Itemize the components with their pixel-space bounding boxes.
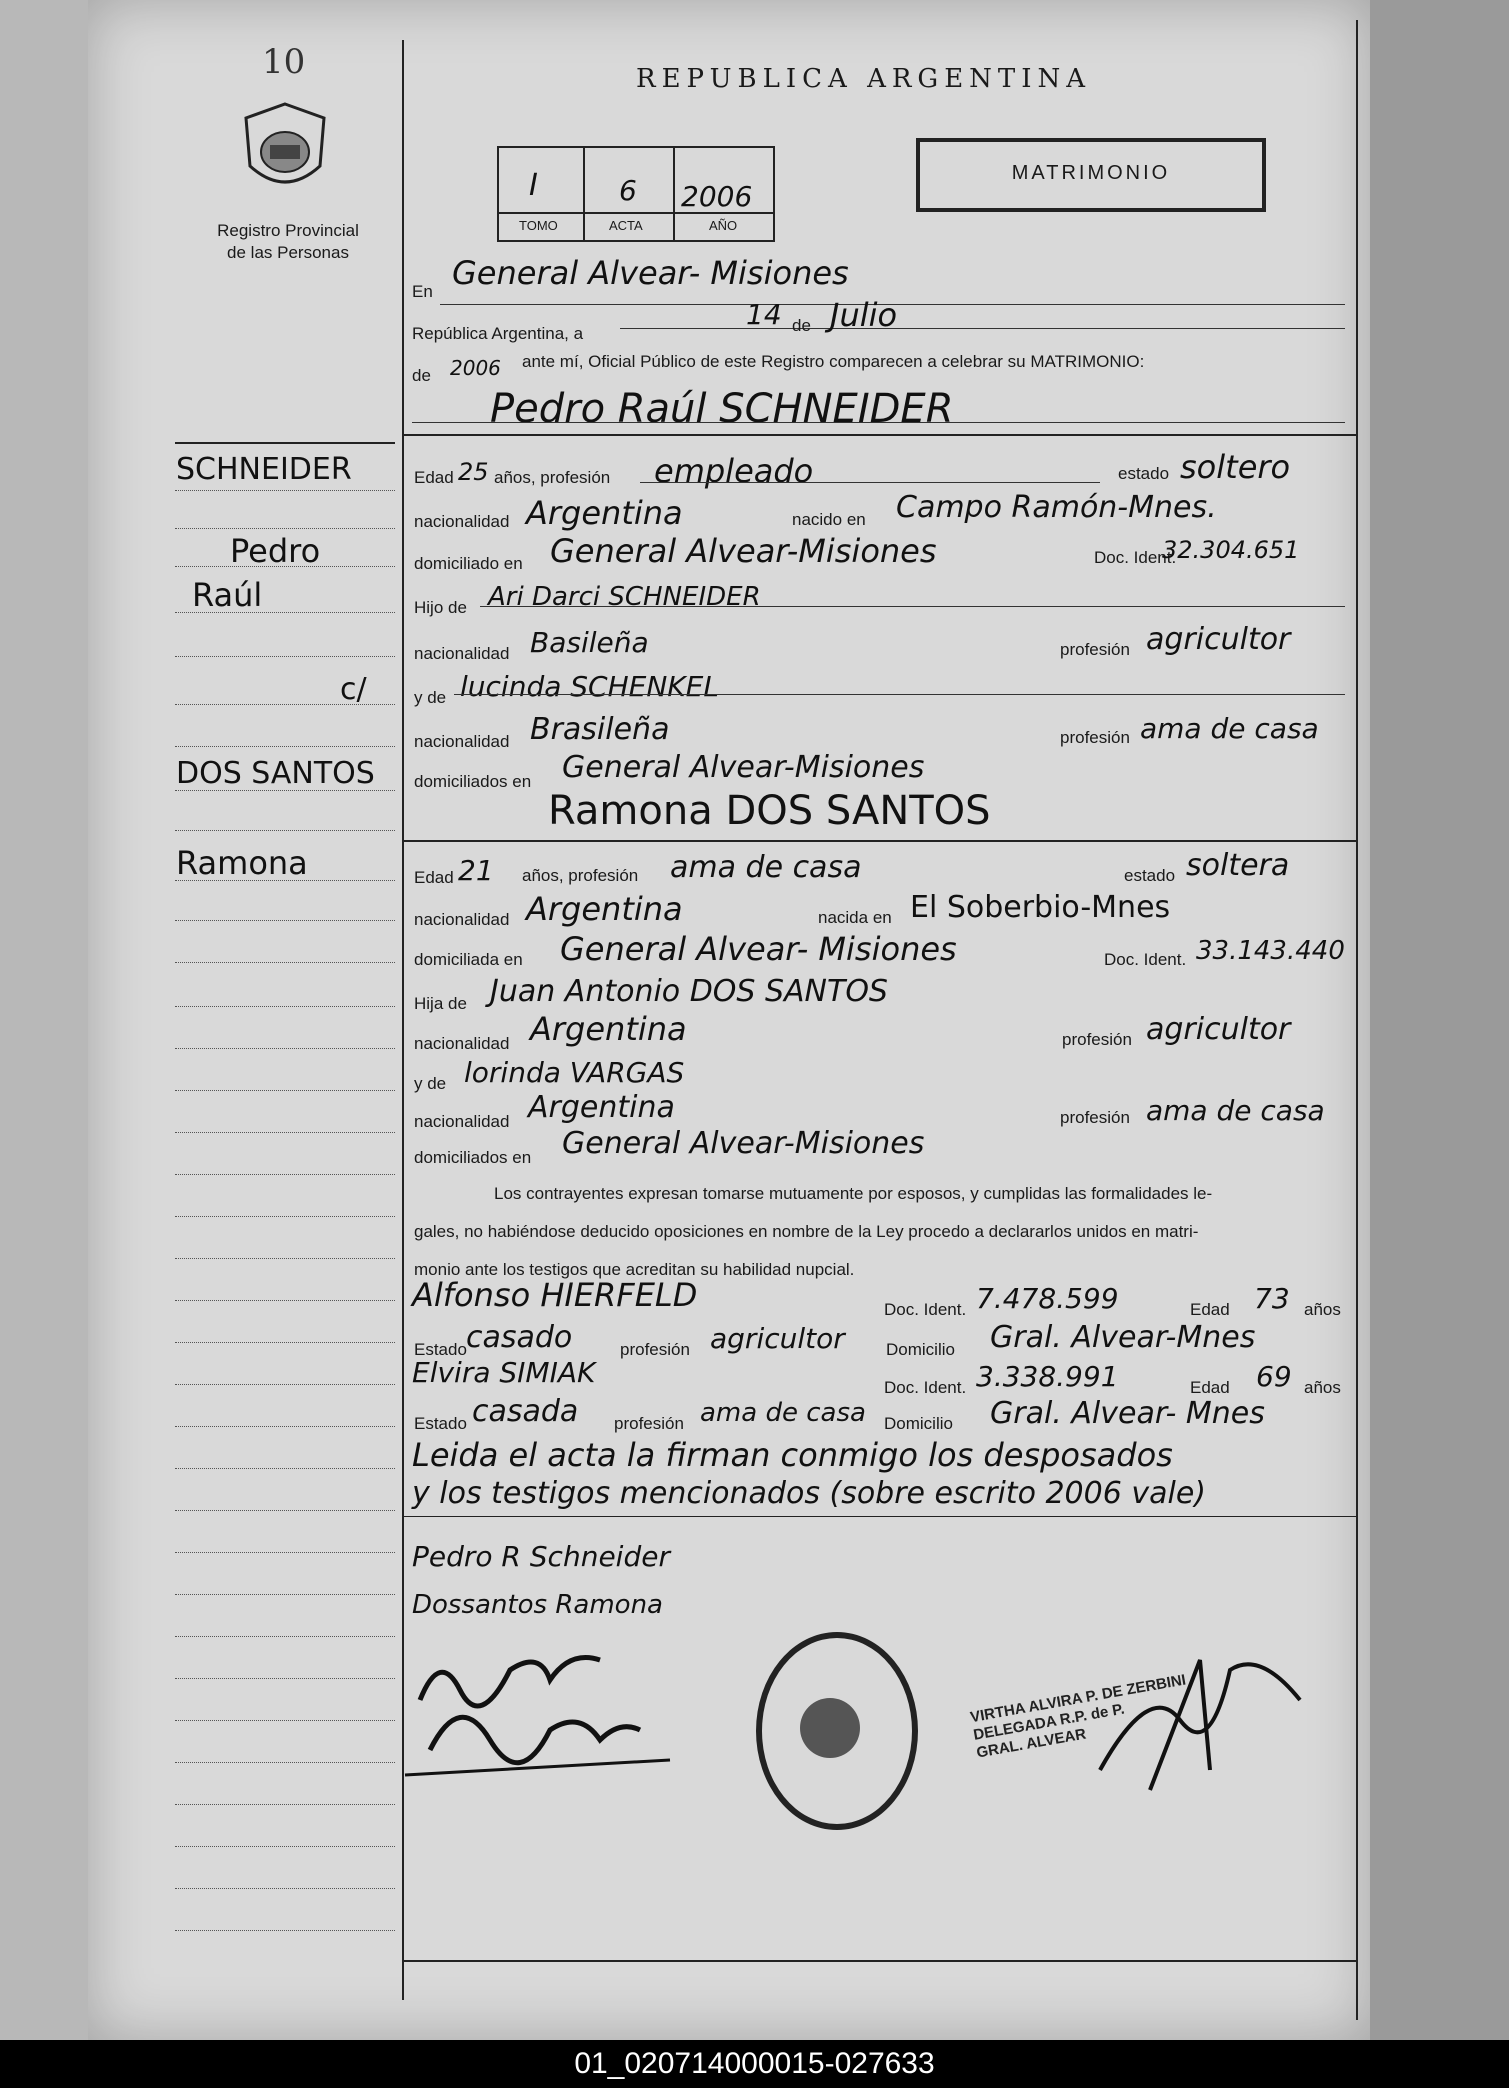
groom-father-prof: agricultor bbox=[1146, 622, 1291, 657]
groom-signature: Pedro R Schneider bbox=[412, 1540, 670, 1573]
groom-age: 25 bbox=[458, 458, 489, 486]
marriage-place: General Alvear- Misiones bbox=[452, 254, 849, 292]
doc-label-2: Doc. Ident. bbox=[1104, 950, 1187, 969]
bride-age: 21 bbox=[458, 854, 494, 887]
ante-text: ante mí, Oficial Público de este Registro comparecen a celebrar su MATRIMONIO: bbox=[522, 352, 1145, 371]
republic-label: República Argentina, a bbox=[412, 324, 584, 343]
groom-mother-nat: Brasileña bbox=[530, 712, 670, 747]
w2-edad-label: Edad bbox=[1190, 1378, 1230, 1397]
de2-label: de bbox=[412, 366, 431, 385]
estado-label: estado bbox=[1118, 464, 1170, 483]
groom-mother-prof: ama de casa bbox=[1140, 712, 1319, 745]
provincial-seal-icon bbox=[240, 100, 330, 200]
groom-birthplace: Campo Ramón-Mnes. bbox=[896, 490, 1217, 525]
w1-estado-label: Estado bbox=[414, 1340, 467, 1359]
page-number: 10 bbox=[262, 42, 306, 82]
witness2-profession: ama de casa bbox=[700, 1398, 866, 1428]
marriage-month: Julio bbox=[830, 296, 898, 334]
declaration-line-1: Los contrayentes expresan tomarse mutuamente por esposos, y cumplidas las formalidades le- bbox=[494, 1184, 1213, 1203]
bride-father-nat: Argentina bbox=[530, 1010, 687, 1048]
witness1-estado: casado bbox=[466, 1320, 573, 1355]
margin-surname: SCHNEIDER bbox=[176, 452, 352, 487]
estado-label-2: estado bbox=[1124, 866, 1176, 885]
w1-doc-label: Doc. Ident. bbox=[884, 1300, 967, 1319]
domiciliados-label-2: domiciliados en bbox=[414, 1148, 532, 1167]
registry-name: Registro Provincial de las Personas bbox=[217, 221, 359, 262]
groom-fullname: Pedro Raúl SCHNEIDER bbox=[490, 386, 954, 432]
nacionalidad-label: nacionalidad bbox=[414, 512, 510, 531]
anos-profesion-label-2: años, profesión bbox=[522, 866, 639, 885]
official-signature-scribble bbox=[1090, 1640, 1310, 1800]
witness2-doc: 3.338.991 bbox=[976, 1360, 1119, 1393]
delegate-stamp: VIRTHA ALVIRA P. DE ZERBINI DELEGADA R.P. de P. GRAL. ALVEAR bbox=[968, 1671, 1188, 1762]
doc-label: Doc. Ident. bbox=[1094, 548, 1177, 567]
nacionalidad-label-3: nacionalidad bbox=[414, 732, 510, 751]
nacida-label: nacida en bbox=[818, 908, 892, 927]
witness1-age: 73 bbox=[1254, 1282, 1290, 1315]
anos-profesion-label: años, profesión bbox=[494, 468, 611, 487]
groom-doc: 32.304.651 bbox=[1162, 536, 1300, 564]
y-de-label: y de bbox=[414, 688, 447, 707]
acta-value: 6 bbox=[619, 174, 637, 207]
bride-parents-domicile: General Alvear-Misiones bbox=[562, 1126, 925, 1161]
tomo-label: TOMO bbox=[519, 218, 558, 233]
w2-estado-label: Estado bbox=[414, 1414, 467, 1433]
ano-value: 2006 bbox=[681, 180, 753, 213]
groom-nationality: Argentina bbox=[526, 494, 683, 532]
bride-mother-nat: Argentina bbox=[528, 1090, 675, 1125]
groom-parents-domicile: General Alvear-Misiones bbox=[562, 750, 925, 785]
marriage-day: 14 bbox=[746, 298, 782, 331]
w2-doc-label: Doc. Ident. bbox=[884, 1378, 967, 1397]
y-de-label-2: y de bbox=[414, 1074, 447, 1093]
bride-nationality: Argentina bbox=[526, 890, 683, 928]
bottom-rule bbox=[402, 1960, 1356, 1962]
groom-mother: lucinda SCHENKEL bbox=[460, 670, 719, 703]
footer-id: 01_020714000015-027633 bbox=[0, 2040, 1509, 2088]
declaration-line-3: monio ante los testigos que acreditan su habilidad nupcial. bbox=[414, 1260, 855, 1279]
bride-signature: Dossantos Ramona bbox=[412, 1590, 663, 1620]
w2-domicilio-label: Domicilio bbox=[884, 1414, 953, 1433]
page-edge-left bbox=[0, 0, 88, 2040]
profesion-label-3: profesión bbox=[1062, 1030, 1132, 1049]
de-label: de bbox=[792, 316, 811, 335]
bride-domicile: General Alvear- Misiones bbox=[560, 930, 957, 968]
bride-birthplace: El Soberbio-Mnes bbox=[910, 890, 1171, 925]
edad-label: Edad bbox=[414, 468, 454, 487]
right-rule bbox=[1356, 20, 1358, 2020]
closing-line-2: y los testigos mencionados (sobre escrito 2006 vale) bbox=[412, 1476, 1206, 1511]
ano-label: AÑO bbox=[709, 218, 738, 233]
bride-doc: 33.143.440 bbox=[1196, 936, 1345, 966]
bride-fullname: Ramona DOS SANTOS bbox=[548, 788, 991, 834]
w1-anos-label: años bbox=[1304, 1300, 1341, 1319]
margin-bride-given: Ramona bbox=[176, 844, 308, 882]
w1-edad-label: Edad bbox=[1190, 1300, 1230, 1319]
domiciliado-label: domiciliado en bbox=[414, 554, 523, 573]
groom-father: Ari Darci SCHNEIDER bbox=[488, 582, 761, 612]
margin-given2: Raúl bbox=[192, 576, 263, 614]
official-round-stamp bbox=[756, 1632, 918, 1830]
witness1-name: Alfonso HIERFELD bbox=[412, 1276, 698, 1314]
nacionalidad-label-6: nacionalidad bbox=[414, 1112, 510, 1131]
w2-anos-label: años bbox=[1304, 1378, 1341, 1397]
nacionalidad-label-5: nacionalidad bbox=[414, 1034, 510, 1053]
witness-signature-scribble bbox=[400, 1630, 680, 1780]
witness2-name: Elvira SIMIAK bbox=[412, 1356, 596, 1389]
en-label: En bbox=[412, 282, 433, 301]
nacionalidad-label-2: nacionalidad bbox=[414, 644, 510, 663]
margin-con: c/ bbox=[340, 672, 367, 707]
nacido-label: nacido en bbox=[792, 510, 866, 529]
record-type-box bbox=[916, 138, 1266, 212]
edad-label-2: Edad bbox=[414, 868, 454, 887]
record-type: MATRIMONIO bbox=[1011, 162, 1171, 184]
declaration-line-2: gales, no habiéndose deducido oposiciones en nombre de la Ley procedo a declararlos unidos en matri- bbox=[414, 1222, 1199, 1241]
bride-father-prof: agricultor bbox=[1146, 1012, 1291, 1047]
tomo-value: I bbox=[529, 168, 538, 203]
acta-label: ACTA bbox=[609, 218, 643, 233]
groom-father-nat: Basileña bbox=[530, 626, 649, 659]
profesion-label-4: profesión bbox=[1060, 1108, 1130, 1127]
domiciliados-label: domiciliados en bbox=[414, 772, 532, 791]
witness1-doc: 7.478.599 bbox=[976, 1282, 1119, 1315]
page-edge-right bbox=[1370, 0, 1509, 2040]
bride-mother: lorinda VARGAS bbox=[464, 1056, 685, 1089]
marriage-year: 2006 bbox=[450, 356, 501, 380]
profesion-label-2: profesión bbox=[1060, 728, 1130, 747]
bride-estado: soltera bbox=[1186, 848, 1290, 883]
profesion-label: profesión bbox=[1060, 640, 1130, 659]
margin-given1: Pedro bbox=[230, 532, 321, 570]
bride-profession: ama de casa bbox=[670, 850, 862, 885]
witness2-estado: casada bbox=[472, 1394, 579, 1429]
w1-domicilio-label: Domicilio bbox=[886, 1340, 955, 1359]
closing-line-1: Leida el acta la firman conmigo los desposados bbox=[412, 1436, 1173, 1474]
witness2-age: 69 bbox=[1256, 1360, 1292, 1393]
margin-bride-surname: DOS SANTOS bbox=[176, 756, 375, 791]
witness1-domicile: Gral. Alvear-Mnes bbox=[990, 1320, 1256, 1355]
record-box bbox=[497, 146, 775, 242]
witness1-profession: agricultor bbox=[710, 1322, 845, 1355]
w1-profesion-label: profesión bbox=[620, 1340, 690, 1359]
hijo-label: Hijo de bbox=[414, 598, 467, 617]
nacionalidad-label-4: nacionalidad bbox=[414, 910, 510, 929]
w2-profesion-label: profesión bbox=[614, 1414, 684, 1433]
witness2-domicile: Gral. Alvear- Mnes bbox=[990, 1396, 1265, 1431]
domiciliada-label: domiciliada en bbox=[414, 950, 523, 969]
country-title: REPUBLICA ARGENTINA bbox=[636, 64, 1092, 94]
groom-domicile: General Alvear-Misiones bbox=[550, 532, 937, 570]
bride-father: Juan Antonio DOS SANTOS bbox=[490, 974, 888, 1009]
hija-label: Hija de bbox=[414, 994, 467, 1013]
groom-profession: empleado bbox=[654, 452, 814, 490]
bride-mother-prof: ama de casa bbox=[1146, 1094, 1325, 1127]
groom-estado: soltero bbox=[1180, 448, 1291, 486]
